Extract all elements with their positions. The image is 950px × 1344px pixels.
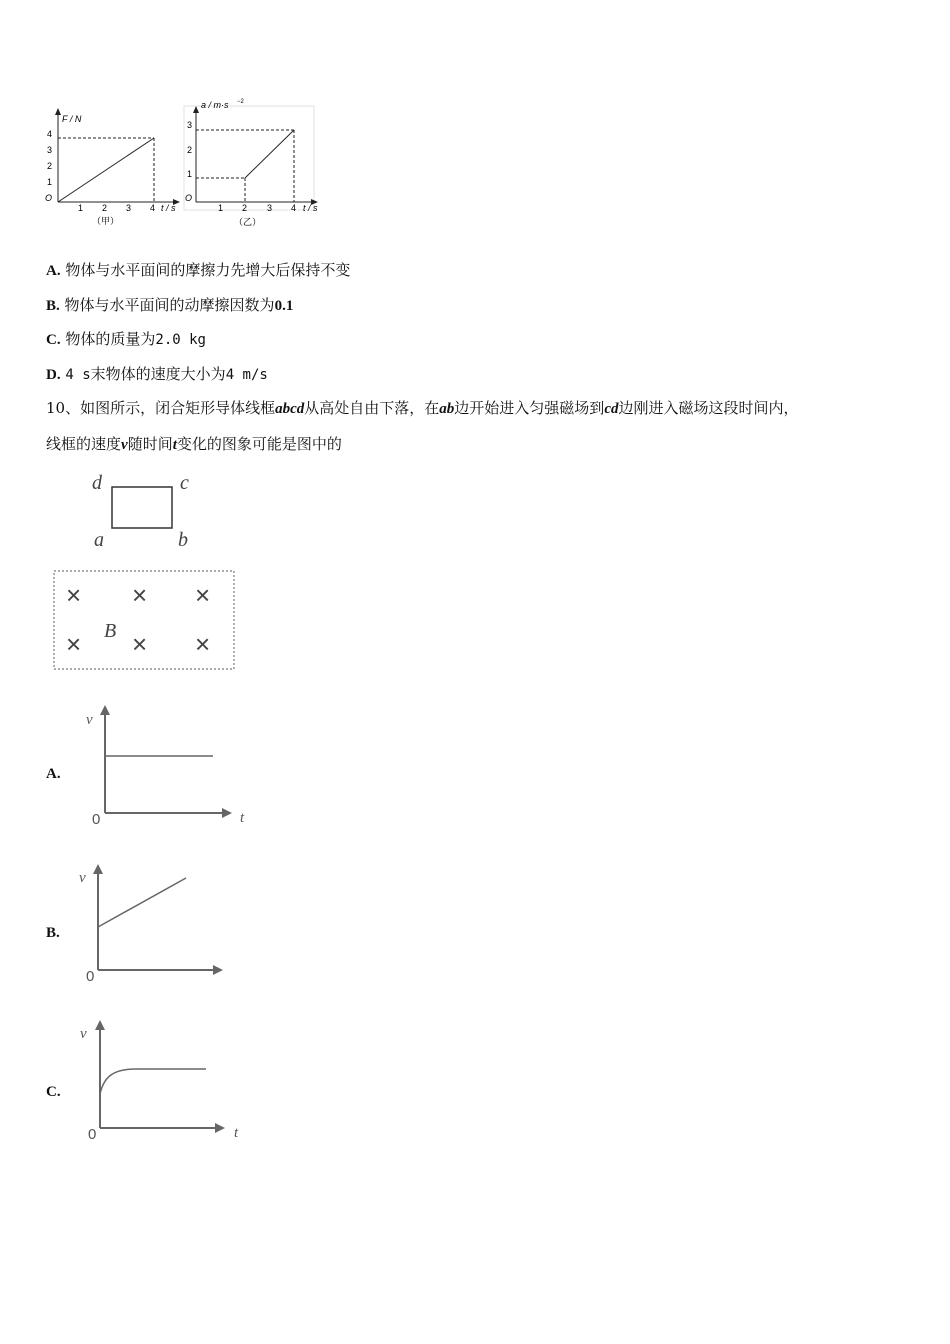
corner-a-label: a: [94, 529, 104, 551]
frame-and-field-figure: [50, 465, 240, 675]
field-cross: ×: [66, 580, 82, 610]
var-t: t: [172, 437, 177, 453]
field-cross: ×: [132, 629, 148, 659]
answer-c-graph[interactable]: [76, 1016, 256, 1146]
y-tick: 3: [187, 120, 193, 130]
field-cross: ×: [66, 629, 82, 659]
figure-caption: （乙）: [234, 217, 262, 227]
question-10-line-2: [46, 434, 342, 455]
origin-label: 0: [92, 811, 101, 828]
y-axis-label: v: [86, 712, 93, 728]
option-text: 物体与水平面间的摩擦力先增大后保持不变: [65, 261, 351, 279]
origin-label: O: [185, 193, 193, 203]
option-label: C.: [46, 332, 61, 348]
corner-c-label: c: [180, 472, 189, 494]
x-axis-label: t / s: [303, 203, 318, 213]
acceleration-line: [245, 130, 294, 178]
question-10-line-1: [46, 398, 799, 419]
y-tick: 1: [47, 177, 53, 187]
answer-a-label[interactable]: A.: [46, 766, 61, 782]
option-text: 末物体的速度大小为: [90, 365, 226, 383]
x-axis-label: t: [234, 1125, 239, 1141]
option-a[interactable]: [46, 260, 350, 281]
answer-a-graph[interactable]: [80, 700, 260, 830]
option-text: 物体与水平面间的动摩擦因数为: [64, 296, 275, 314]
y-axis-label: F / N: [62, 114, 82, 124]
x-tick: 1: [78, 203, 84, 213]
origin-label: 0: [86, 968, 95, 985]
y-tick: 2: [187, 145, 193, 155]
origin-label: 0: [88, 1126, 97, 1143]
x-tick: 3: [267, 203, 273, 213]
option-d[interactable]: [46, 364, 268, 385]
origin-label: O: [45, 193, 53, 203]
y-tick: 2: [47, 161, 53, 171]
x-tick: 4: [291, 203, 297, 213]
figure-yi-acceleration-time-graph: [182, 94, 332, 230]
option-label: B.: [46, 298, 60, 314]
x-tick: 2: [102, 203, 108, 213]
answer-c-label[interactable]: C.: [46, 1084, 61, 1100]
increasing-velocity-line: [98, 878, 186, 927]
question-text: 如图所示，闭合矩形导体线框: [80, 399, 276, 417]
conducting-frame: [112, 487, 172, 528]
option-text: 物体的质量为: [65, 330, 156, 348]
x-tick: 1: [218, 203, 224, 213]
x-axis-label: t / s: [161, 203, 176, 213]
question-text: 随时间: [127, 435, 173, 453]
field-cross: ×: [195, 629, 211, 659]
question-text: 边刚进入磁场这段时间内，: [618, 399, 799, 417]
question-number: 10、: [46, 399, 81, 417]
answer-b-label[interactable]: B.: [46, 925, 60, 941]
question-text: 从高处自由下落，在: [304, 399, 440, 417]
option-value: 2.0 kg: [155, 332, 206, 348]
force-line: [58, 138, 154, 202]
field-label: B: [104, 620, 117, 642]
figure-jia-force-time-graph: [44, 100, 184, 230]
x-tick: 3: [126, 203, 132, 213]
var-cd: cd: [604, 401, 619, 417]
option-pre: 4 s: [65, 367, 91, 383]
field-cross: ×: [195, 580, 211, 610]
option-label: A.: [46, 263, 61, 279]
y-axis-label-exponent: −2: [237, 99, 244, 105]
y-tick: 4: [47, 129, 53, 139]
y-tick: 1: [187, 169, 193, 179]
var-v: v: [121, 437, 128, 453]
figure-caption: （甲）: [92, 216, 120, 226]
corner-d-label: d: [92, 472, 102, 494]
corner-b-label: b: [178, 529, 188, 551]
option-label: D.: [46, 367, 61, 383]
x-tick: 4: [150, 203, 156, 213]
var-ab: ab: [439, 401, 455, 417]
y-tick: 3: [47, 145, 53, 155]
question-text: 变化的图象可能是图中的: [176, 435, 342, 453]
x-tick: 2: [242, 203, 248, 213]
option-value: 0.1: [274, 298, 294, 314]
question-text: 边开始进入匀强磁场到: [454, 399, 605, 417]
approaching-terminal-velocity-curve: [100, 1069, 206, 1094]
y-axis-label: v: [79, 870, 86, 886]
y-axis-label: v: [80, 1026, 87, 1042]
y-axis-label: a / m·s: [201, 100, 229, 110]
field-cross: ×: [132, 580, 148, 610]
var-abcd: abcd: [275, 401, 305, 417]
option-c[interactable]: [46, 329, 206, 350]
answer-b-graph[interactable]: [76, 862, 246, 987]
question-text: 线框的速度: [46, 435, 122, 453]
option-value: 4 m/s: [225, 367, 268, 383]
option-b[interactable]: [46, 295, 293, 316]
x-axis-label: t: [240, 810, 245, 826]
